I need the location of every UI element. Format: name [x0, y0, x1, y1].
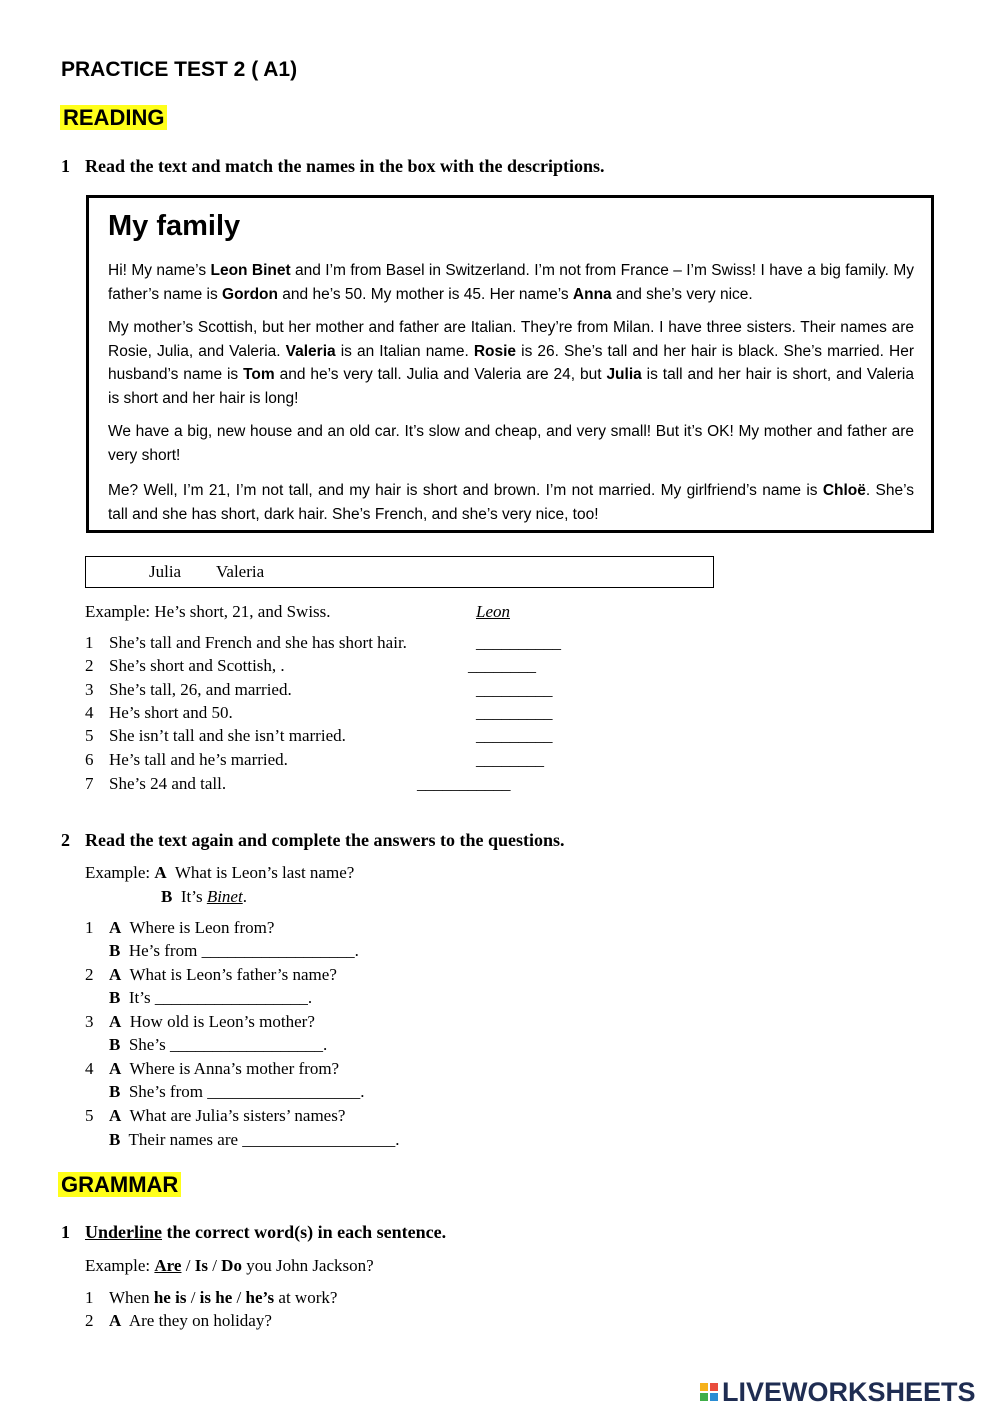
liveworksheets-logo: [700, 1377, 976, 1407]
reading-q2-instruction: [61, 830, 564, 851]
q2-item-question: 2 A What is Leon’s father’s name?: [85, 965, 337, 984]
question-number: 1: [61, 156, 70, 176]
grammar-option: Do: [221, 1256, 242, 1275]
story-paragraph-2: My mother’s Scottish, but her mother and father are Italian. They’re from Milan. I have three sisters. Their names are Rosie, Julia, and Valeria. Valeria is an Italian name. Rosie is 26. She’s tall and her hair is black. She’s married. Her husband’s name is Tom and he’s very tall. Julia and Valeria are 24, but Julia is tall and her hair is short, and Valeria is short and her hair is long!: [108, 319, 914, 407]
grammar-option: Are: [154, 1256, 182, 1275]
q2-item-question: 3 A How old is Leon’s mother?: [85, 1012, 315, 1031]
logo-text: LIVEWORKSHEETS: [722, 1376, 976, 1407]
story-paragraph-1: Hi! My name’s Leon Binet and I’m from Basel in Switzerland. I’m not from France – I’m Swiss! I have a big family. My father’s name is Gordon and he’s 50. My mother is 45. Her name’s Anna and she’s very nice.: [108, 262, 914, 303]
grammar-q1-instruction: 1 Underline the correct word(s) in each sentence.: [61, 1222, 447, 1242]
story-paragraph-4: Me? Well, I’m 21, I’m not tall, and my hair is short and brown. I’m not married. My girlfriend’s name is Chloë. She’s tall and she has short, dark hair. She’s French, and she’s very nice, too!: [108, 482, 915, 523]
name-option: Valeria: [216, 562, 265, 581]
q1-example-answer: Leon: [476, 602, 510, 621]
q2-item-answer[interactable]: B He’s from __________________.: [109, 941, 359, 960]
q1-item: 2 She’s short and Scottish, .: [85, 656, 285, 675]
story-title: My family: [108, 210, 241, 242]
grammar-heading-label: GRAMMAR: [58, 1172, 181, 1197]
q2-item-question: 5 A What are Julia’s sisters’ names?: [85, 1106, 346, 1125]
grammar-option: Is: [194, 1256, 208, 1275]
name-option: Julia: [149, 562, 182, 581]
reading-heading: [60, 105, 167, 131]
q1-item: 6 He’s tall and he’s married.: [85, 750, 288, 769]
grammar-item-2: 2 A Are they on holiday?: [85, 1311, 272, 1330]
question-number: 2: [61, 830, 70, 850]
q1-item: 7 She’s 24 and tall.: [85, 774, 227, 793]
logo-mark-icon: [700, 1383, 718, 1401]
page-title: PRACTICE TEST 2 ( A1): [61, 58, 298, 81]
story-paragraph-3: We have a big, new house and an old car. It’s slow and cheap, and very small! But it’s OK! My mother and father are very short!: [108, 423, 914, 464]
reading-heading-label: READING: [60, 105, 167, 130]
grammar-option[interactable]: is he: [199, 1288, 233, 1307]
answer-blank[interactable]: ________: [476, 750, 544, 769]
answer-blank[interactable]: ________: [468, 656, 536, 675]
q2-example-question: Example: A What is Leon’s last name?: [85, 863, 355, 882]
q2-item-answer[interactable]: B She’s __________________.: [109, 1035, 328, 1054]
q1-item: 1 She’s tall and French and she has short hair.: [85, 633, 407, 652]
grammar-example: Example: Are / Is / Do you John Jackson?: [85, 1256, 374, 1275]
q1-item: 4 He’s short and 50.: [85, 703, 233, 722]
q1-item: 3 She’s tall, 26, and married.: [85, 680, 292, 699]
names-box: [85, 556, 714, 588]
q2-item-question: 4 A Where is Anna’s mother from?: [85, 1059, 340, 1078]
instruction-text: Read the text and match the names in the box with the descriptions.: [85, 156, 605, 176]
q1-item: 5 She isn’t tall and she isn’t married.: [85, 726, 346, 745]
q2-example-answer: B It’s Binet.: [161, 887, 247, 906]
instruction-text: Read the text again and complete the answers to the questions.: [85, 830, 565, 850]
answer-blank[interactable]: _________: [476, 703, 553, 722]
reading-q1-instruction: [61, 156, 605, 177]
grammar-heading: [58, 1172, 181, 1198]
answer-blank[interactable]: ___________: [417, 774, 511, 793]
grammar-item-1: 1 When he is / is he / he’s at work?: [85, 1288, 338, 1307]
grammar-option[interactable]: he’s: [245, 1288, 275, 1307]
q2-item-answer[interactable]: B Their names are __________________.: [109, 1130, 400, 1149]
answer-blank[interactable]: __________: [476, 633, 561, 652]
answer-blank[interactable]: _________: [476, 680, 553, 699]
grammar-option[interactable]: he is: [153, 1288, 187, 1307]
answer-blank[interactable]: _________: [476, 726, 553, 745]
q2-item-answer[interactable]: B She’s from __________________.: [109, 1082, 365, 1101]
q2-item-answer[interactable]: B It’s __________________.: [109, 988, 313, 1007]
q2-item-question: 1 A Where is Leon from?: [85, 918, 275, 937]
q1-example-text: Example: He’s short, 21, and Swiss.: [85, 602, 331, 621]
